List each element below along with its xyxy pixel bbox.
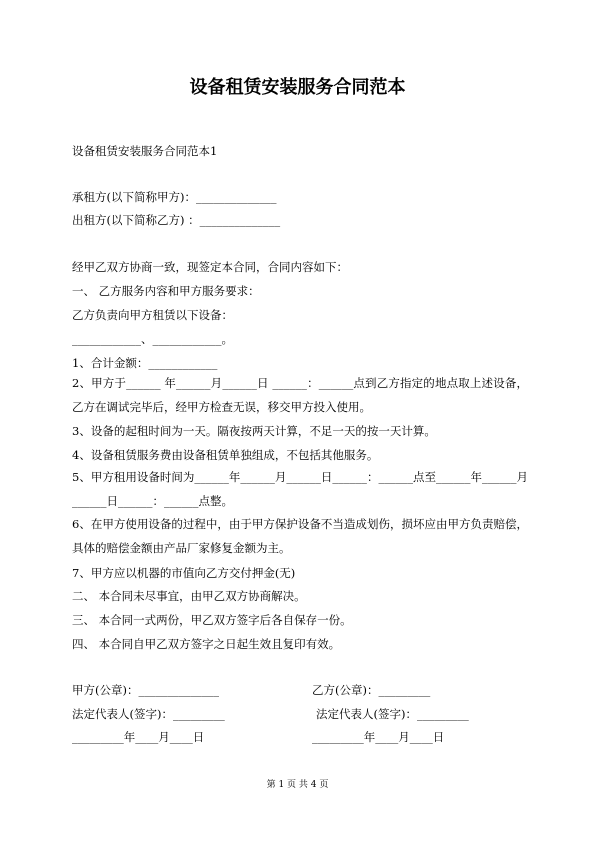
clause-2: 2、甲方于______ 年______月______日 ______：______点到乙方指定的地点取上述设备，乙方在调试完毕后，经甲方检查无误，移交甲方投入使用。 bbox=[72, 376, 528, 414]
party-a-date: _________年____月____日 bbox=[72, 730, 205, 744]
section-1-heading: 一、 乙方服务内容和甲方服务要求： bbox=[72, 284, 260, 298]
clause-5: 5、甲方租用设备时间为______年______月______日______：______点至______年______月______日______：______点整。 bbox=[72, 470, 528, 508]
document-title: 设备租赁安装服务合同范本 bbox=[189, 77, 406, 98]
section-3: 三、 本合同一式两份，甲乙双方签字后各自保存一份。 bbox=[72, 613, 352, 627]
section-2: 二、 本合同未尽事宜，由甲乙双方协商解决。 bbox=[72, 589, 306, 603]
party-a-seal: 甲方(公章)：______________ bbox=[72, 683, 219, 697]
party-b-seal: 乙方(公章)：_________ bbox=[312, 683, 431, 697]
clause-1: 1、合计金额：____________ bbox=[72, 356, 218, 370]
party-b-representative: 法定代表人(签字)：_________ bbox=[316, 707, 469, 721]
party-b-date: _________年____月____日 bbox=[312, 730, 445, 744]
clause-6: 6、在甲方使用设备的过程中，由于甲方保护设备不当造成划伤，损坏应由甲方负责赔偿，具体的赔偿金额由产品厂家修复金额为主。 bbox=[72, 517, 528, 555]
section-1-text: 乙方负责向甲方租赁以下设备： bbox=[72, 308, 233, 322]
contract-subtitle: 设备租赁安装服务合同范本1 bbox=[72, 144, 218, 158]
equipment-blanks: ____________、____________。 bbox=[72, 332, 233, 346]
party-a-representative: 法定代表人(签字)：_________ bbox=[72, 707, 225, 721]
page-number: 第 1 页 共 4 页 bbox=[266, 780, 329, 790]
clause-4: 4、设备租赁服务费由设备租赁单独组成，不包括其他服务。 bbox=[72, 448, 379, 462]
lessee-line: 承租方(以下简称甲方)：______________ bbox=[72, 190, 277, 204]
intro-line: 经甲乙双方协商一致，现签定本合同，合同内容如下： bbox=[72, 260, 348, 274]
lessor-line: 出租方(以下简称乙方) ：______________ bbox=[72, 213, 281, 227]
clause-7: 7、甲方应以机器的市值向乙方交付押金(无) bbox=[72, 566, 296, 580]
clause-3: 3、设备的起租时间为一天。隔夜按两天计算，不足一天的按一天计算。 bbox=[72, 424, 436, 438]
section-4: 四、 本合同自甲乙双方签字之日起生效且复印有效。 bbox=[72, 637, 341, 651]
